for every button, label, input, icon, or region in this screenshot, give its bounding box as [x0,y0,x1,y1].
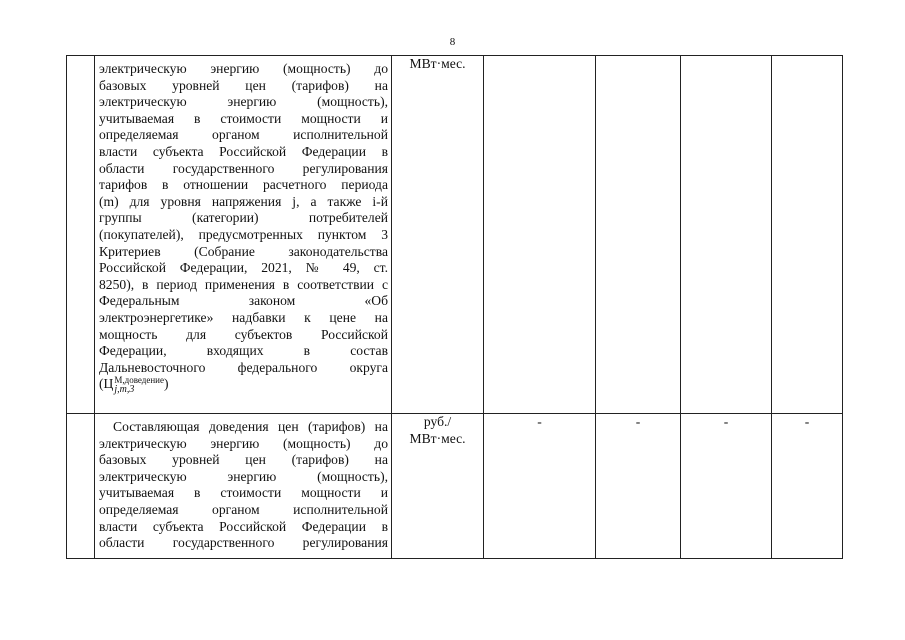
description-line: электрическую энергию (мощность) до [99,61,388,76]
unit-line: руб./ [423,414,452,429]
description-line: Российской Федерации, 2021, № 49, ст. [99,260,388,276]
unit-line: МВт·мес. [409,430,466,446]
description-line: базовых уровней цен (тарифов) на [99,77,388,93]
unit-cell [392,56,484,414]
description-line: группы (категории) потребителей [99,210,388,226]
description-line: мощность для субъектов Российской [99,326,388,342]
unit-cell [392,414,484,559]
page-number: 8 [449,36,456,48]
description-line: определяемая органом исполнительной [99,127,388,143]
table-row [67,56,843,414]
description-cell [95,56,392,414]
description-line: Критериев (Собрание законодательства [99,243,388,259]
value-cell [596,56,681,414]
description-line: 8250), в период применения в соответствии с [99,276,388,292]
formula-close: ) [163,376,169,392]
formula-subscript: j,m,3 [114,384,135,396]
value-cell: - [772,414,843,559]
description-line: базовых уровней цен (тарифов) на [99,452,388,468]
value-cell: - [484,414,596,559]
description-line: электрическую энергию (мощность), [99,94,388,110]
row-number-cell [67,414,95,559]
description-line: электроэнергетике» надбавки к цене на [99,309,388,325]
description-line: (m) для уровня напряжения j, а также i-й [99,193,388,209]
description-line: Составляющая доведения цен (тарифов) на [113,419,388,434]
description-line: Федерации, входящих в состав [99,343,388,359]
description-line: электрическую энергию (мощность), [99,468,388,484]
description-line: Федеральным законом «Об [99,293,388,309]
formula [99,376,169,394]
table-row [67,414,843,559]
description-line: области государственного регулирования [99,160,388,176]
description-cell [95,414,392,559]
description-line: области государственного регулирования [99,535,388,551]
value-cell [681,56,772,414]
tariff-table [66,55,843,559]
formula-line [99,376,388,394]
value-cell: - [681,414,772,559]
formula-open: (Ц [99,376,114,392]
description-line: электрическую энергию (мощность) до [99,435,388,451]
description-line: учитываемая в стоимости мощности и [99,110,388,126]
value-cell [772,56,843,414]
description-line: Дальневосточного федерального округа [99,359,388,375]
value-cell [484,56,596,414]
formula-superscript: М,доведение [114,375,164,386]
description-line: определяемая органом исполнительной [99,501,388,517]
row-number-cell [67,56,95,414]
description-line: учитываемая в стоимости мощности и [99,485,388,501]
value-cell: - [596,414,681,559]
description-line: (покупателей), предусмотренных пунктом 3 [99,226,388,242]
description-line: тарифов в отношении расчетного периода [99,177,388,193]
unit-line: МВт·мес. [409,56,466,71]
description-line: власти субъекта Российской Федерации в [99,518,388,534]
description-line: власти субъекта Российской Федерации в [99,143,388,159]
